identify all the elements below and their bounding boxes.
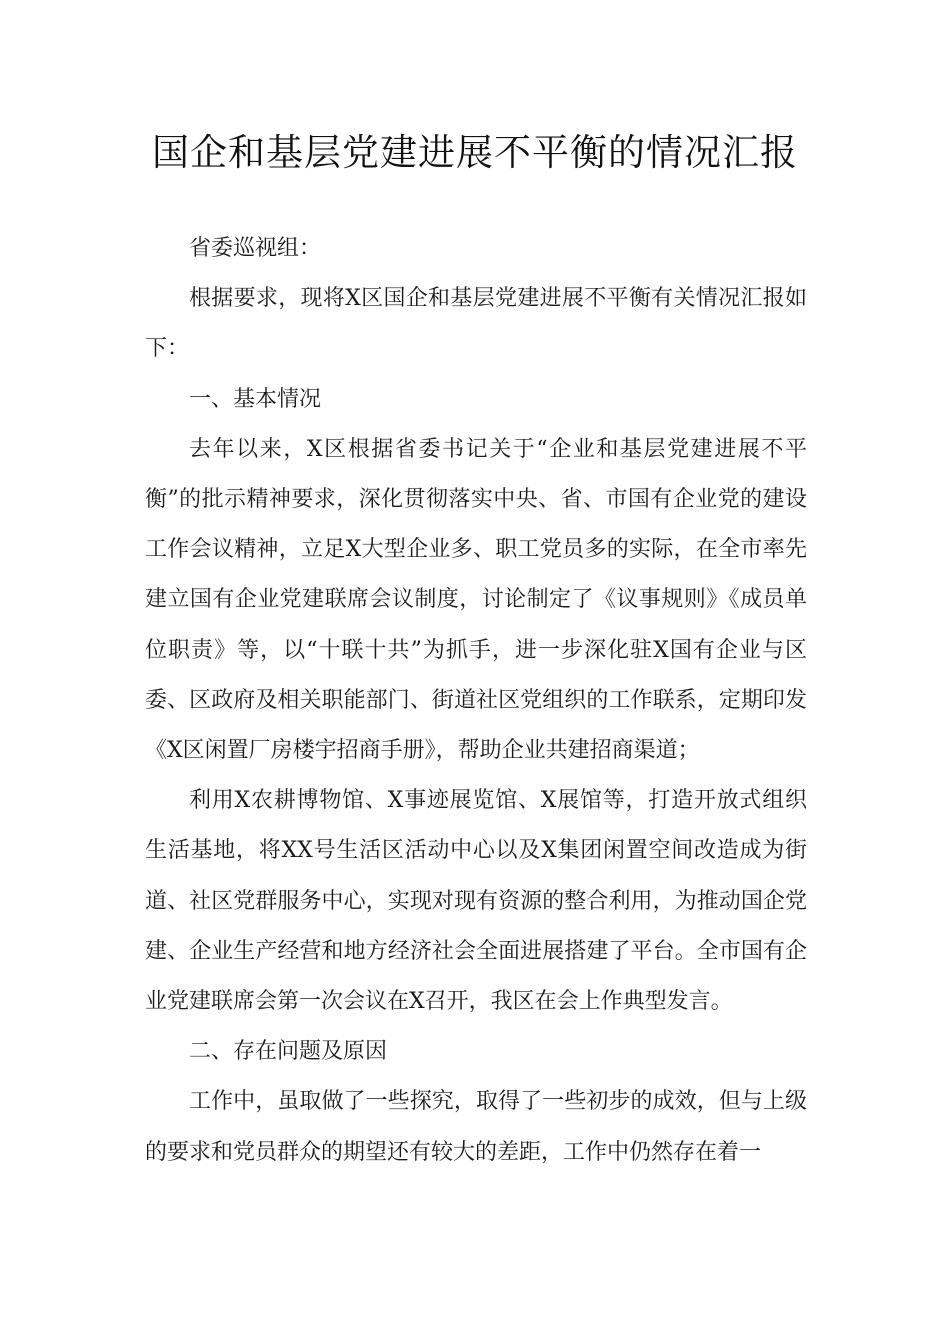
paragraph-resource-integration: 利用X农耕博物馆、X事迹展览馆、X展馆等，打造开放式组织生活基地，将XX号生活区活动中心以及X集团闲置空间改造成为街道、社区党群服务中心，实现对现有资源的整合利用，为推动国企党建、企业生产经营和地方经济社会全面进展搭建了平台。全市国有企业党建联席会第一次会议在X召开，我区在会上作典型发言。: [145, 788, 807, 1015]
document-title: 国企和基层党建进展不平衡的情况汇报: [152, 131, 798, 174]
paragraph-basic-situation: 去年以来，X区根据省委书记关于“企业和基层党建进展不平衡”的批示精神要求，深化贯彻落实中央、省、市国有企业党的建设工作会议精神，立足X大型企业多、职工党员多的实际，在全市率先建立国有企业党建联席会议制度，讨论制定了《议事规则》《成员单位职责》等，以“十联十共”为抓手，进一步深化驻X国有企业与区委、区政府及相关职能部门、街道社区党组织的工作联系，定期印发《X区闲置厂房楼宇招商手册》，帮助企业共建招商渠道；: [145, 436, 807, 764]
paragraph-problems: 工作中，虽取做了一些探究，取得了一些初步的成效，但与上级的要求和党员群众的期望还有较大的差距，工作中仍然存在着一: [145, 1089, 807, 1165]
section-heading-problems: 二、存在问题及原因: [189, 1039, 388, 1065]
document-body: [145, 224, 807, 1178]
salutation: 省委巡视组：: [189, 236, 322, 261]
paragraph-intro: 根据要求，现将X区国企和基层党建进展不平衡有关情况汇报如下：: [145, 286, 807, 362]
section-heading-basic-situation: 一、基本情况: [189, 386, 322, 412]
